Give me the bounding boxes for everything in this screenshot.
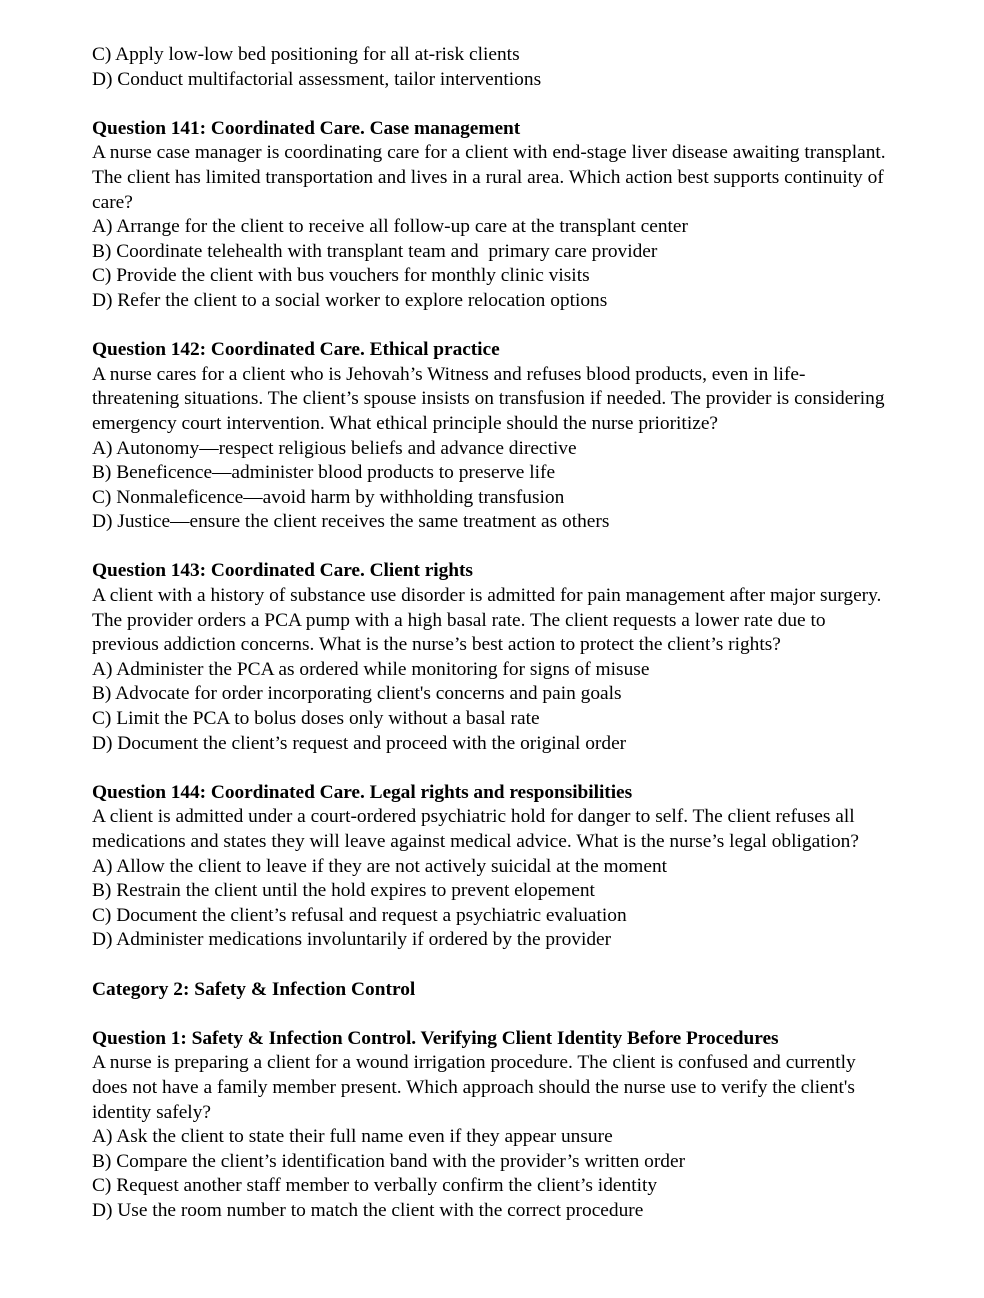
question-block-144 xyxy=(92,781,888,953)
option-item-c: C) Provide the client with bus vouchers for monthly clinic visits xyxy=(92,265,590,287)
option-item: C) Apply low-low bed positioning for all at-risk clients xyxy=(92,44,520,65)
option-item: D) Conduct multifactorial assessment, tailor interventions xyxy=(92,68,542,90)
option-item-b: B) Beneficence—administer blood products to preserve life xyxy=(92,462,556,484)
option-item-b: B) Compare the client’s identification band with the provider’s written order xyxy=(92,1150,686,1172)
option-item-b: B) Restrain the client until the hold expires to prevent elopement xyxy=(92,880,595,902)
paragraph-spacer xyxy=(92,756,888,781)
paragraph-spacer xyxy=(92,92,888,117)
option-item-b: B) Coordinate telehealth with transplant team and primary care provider xyxy=(92,240,658,262)
question-block-safety-1 xyxy=(92,1027,888,1224)
paragraph-spacer xyxy=(92,953,888,978)
question-heading: Question 144: Coordinated Care. Legal rights and responsibilities xyxy=(92,781,633,803)
option-item-d: D) Justice—ensure the client receives the same treatment as others xyxy=(92,511,610,533)
question-heading: Question 143: Coordinated Care. Client rights xyxy=(92,560,473,582)
paragraph-spacer xyxy=(92,535,888,560)
continued-options-group xyxy=(92,43,888,92)
question-stem: A nurse case manager is coordinating care for a client with end-stage liver disease awaiting transplant. The client has limited transportation and lives in a rural area. Which action best supports continuity of care? xyxy=(92,142,886,213)
option-item-a: A) Allow the client to leave if they are not actively suicidal at the moment xyxy=(92,855,668,877)
option-item-a: A) Ask the client to state their full name even if they appear unsure xyxy=(92,1126,613,1148)
question-stem: A client is admitted under a court-ordered psychiatric hold for danger to self. The client refuses all medications and states they will leave against medical advice. What is the nurse’s legal obligation? xyxy=(92,806,859,852)
document-body xyxy=(92,43,888,1224)
option-item-a: A) Arrange for the client to receive all follow-up care at the transplant center xyxy=(92,216,688,238)
paragraph-spacer xyxy=(92,1002,888,1027)
option-item-d: D) Use the room number to match the client with the correct procedure xyxy=(92,1199,644,1221)
option-item-c: C) Nonmaleficence—avoid harm by withholding transfusion xyxy=(92,486,565,508)
question-block-142 xyxy=(92,338,888,535)
question-heading: Question 141: Coordinated Care. Case management xyxy=(92,117,521,139)
option-item-d: D) Administer medications involuntarily if ordered by the provider xyxy=(92,929,612,951)
question-block-143 xyxy=(92,559,888,756)
question-stem: A client with a history of substance use disorder is admitted for pain management after major surgery. The provider orders a PCA pump with a high basal rate. The client requests a lower rate due to previous addiction concerns. What is the nurse’s best action to protect the client’s rights? xyxy=(92,585,882,656)
question-stem: A nurse is preparing a client for a wound irrigation procedure. The client is confused and currently does not have a family member present. Which approach should the nurse use to verify the client's identity safely? xyxy=(92,1052,856,1123)
option-item-a: A) Administer the PCA as ordered while monitoring for signs of misuse xyxy=(92,658,650,680)
option-item-d: D) Refer the client to a social worker to explore relocation options xyxy=(92,289,608,311)
category-heading-block xyxy=(92,978,888,1003)
option-item-c: C) Request another staff member to verbally confirm the client’s identity xyxy=(92,1175,658,1197)
option-item-d: D) Document the client’s request and proceed with the original order xyxy=(92,732,627,754)
question-heading: Question 142: Coordinated Care. Ethical practice xyxy=(92,339,500,361)
option-item-a: A) Autonomy—respect religious beliefs and advance directive xyxy=(92,437,577,459)
option-item-b: B) Advocate for order incorporating client's concerns and pain goals xyxy=(92,683,622,705)
question-heading: Question 1: Safety & Infection Control. Verifying Client Identity Before Procedures xyxy=(92,1027,779,1049)
option-item-c: C) Limit the PCA to bolus doses only without a basal rate xyxy=(92,708,540,730)
question-stem: A nurse cares for a client who is Jehovah’s Witness and refuses blood products, even in life-threatening situations. The client’s spouse insists on transfusion if needed. The provider is considering emergency court intervention. What ethical principle should the nurse prioritize? xyxy=(92,363,885,434)
paragraph-spacer xyxy=(92,314,888,339)
category-heading: Category 2: Safety & Infection Control xyxy=(92,978,416,1000)
option-item-c: C) Document the client’s refusal and request a psychiatric evaluation xyxy=(92,904,627,926)
question-block-141 xyxy=(92,117,888,314)
